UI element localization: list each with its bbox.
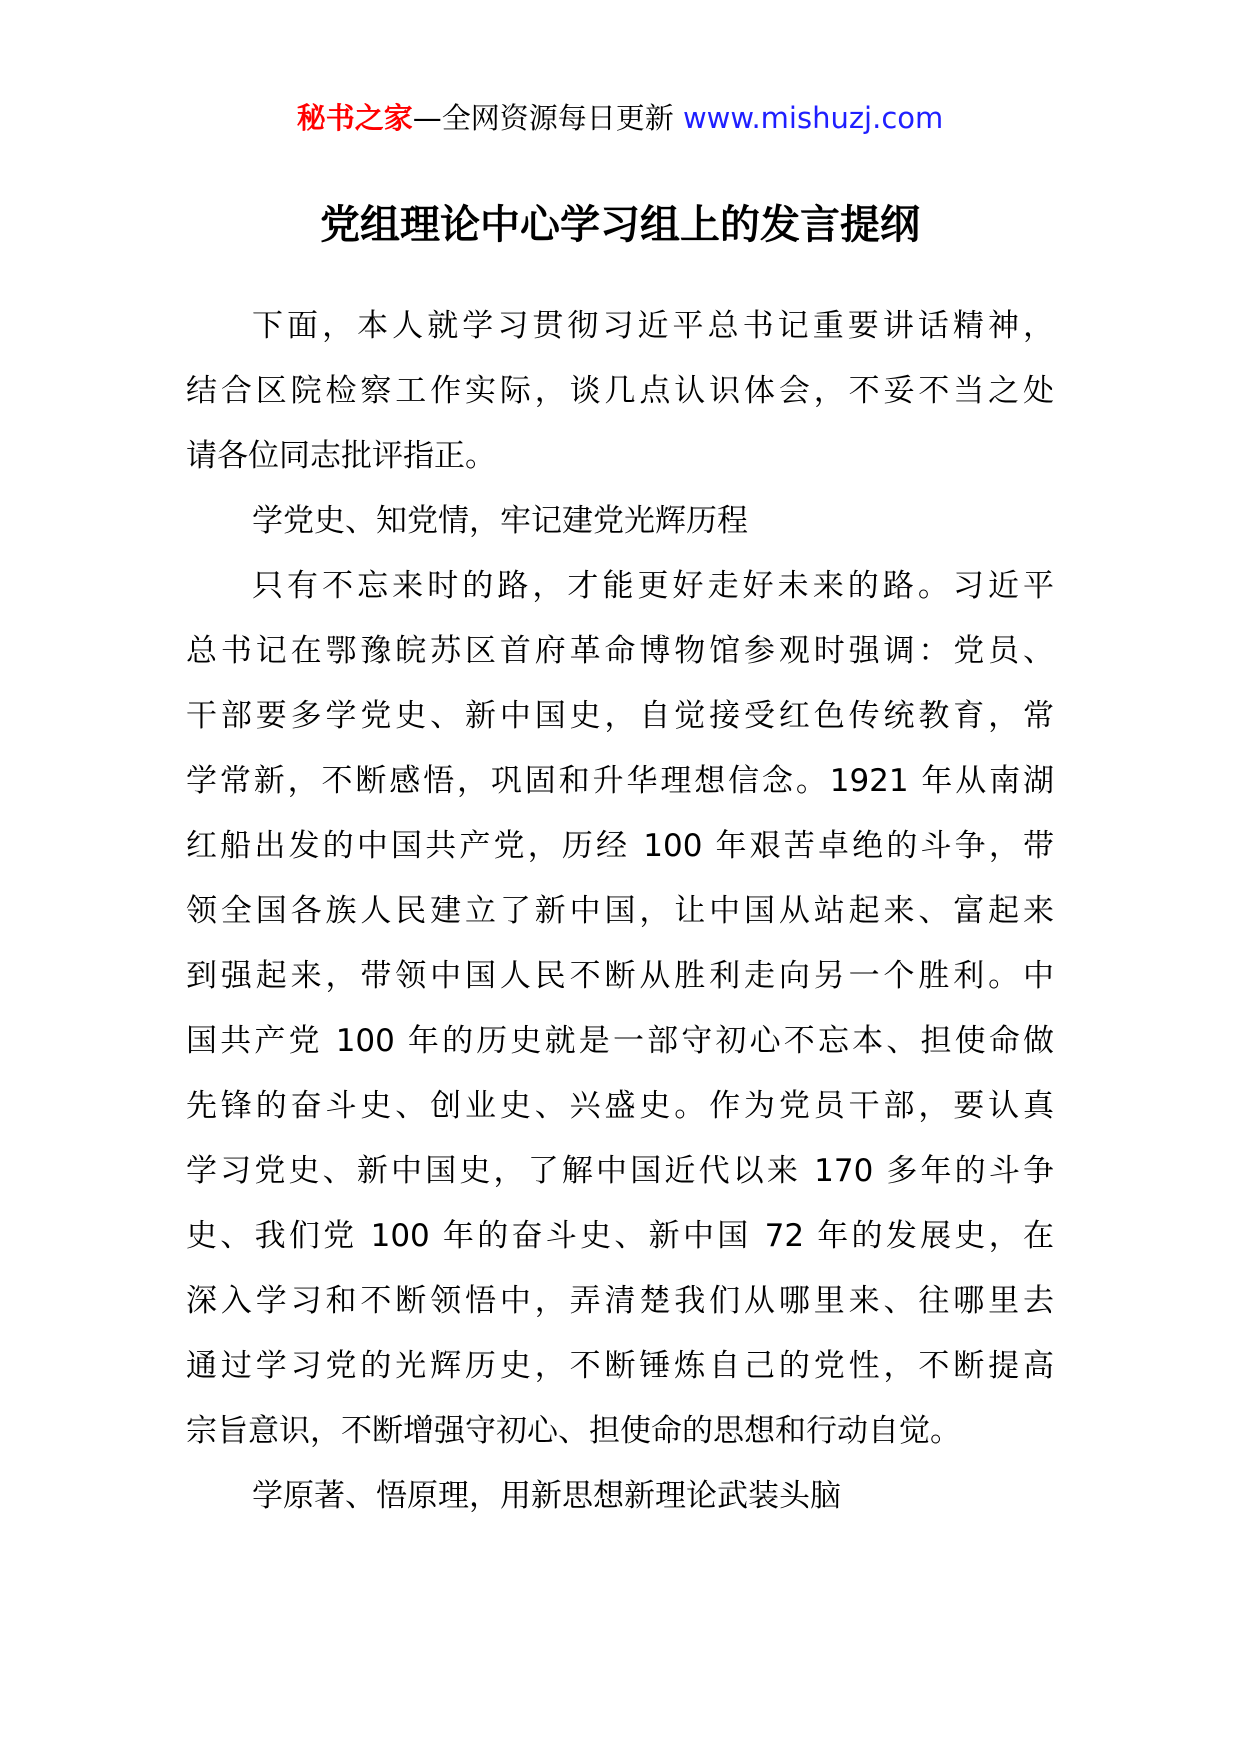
text-line: 领全国各族人民建立了新中国，让中国从站起来、富起来 [186,893,1054,929]
brand-name: 秘书之家 [296,101,413,135]
text-line: 通过学习党的光辉历史，不断锤炼自己的党性，不断提高 [186,1348,1054,1384]
site-url: www.mishuzj.com [682,101,944,135]
section-heading: 学党史、知党情，牢记建党光辉历程 [252,503,748,539]
text-line: 学习党史、新中国史，了解中国近代以来 170 多年的斗争 [186,1153,1054,1189]
text-line: 干部要多学党史、新中国史，自觉接受红色传统教育，常 [186,698,1054,734]
text-line: 总书记在鄂豫皖苏区首府革命博物馆参观时强调：党员、 [186,633,1054,669]
text-line: 深入学习和不断领悟中，弄清楚我们从哪里来、往哪里去 [186,1283,1054,1319]
text-line: 学常新，不断感悟，巩固和升华理想信念。1921 年从南湖 [186,763,1054,799]
text-line: 下面，本人就学习贯彻习近平总书记重要讲话精神， [252,308,1054,344]
text-line: 红船出发的中国共产党，历经 100 年艰苦卓绝的斗争，带 [186,828,1054,864]
text-line: 到强起来，带领中国人民不断从胜利走向另一个胜利。中 [186,958,1054,994]
text-line: 先锋的奋斗史、创业史、兴盛史。作为党员干部，要认真 [186,1088,1054,1124]
site-header [0,98,1240,138]
section-heading: 学原著、悟原理，用新思想新理论武装头脑 [252,1478,841,1514]
text-line: 史、我们党 100 年的奋斗史、新中国 72 年的发展史，在 [186,1218,1054,1254]
text-line: 国共产党 100 年的历史就是一部守初心不忘本、担使命做 [186,1023,1054,1059]
text-line: 请各位同志批评指正。 [186,438,496,474]
text-line: 宗旨意识，不断增强守初心、担使命的思想和行动自觉。 [186,1413,961,1449]
text-line: 只有不忘来时的路，才能更好走好未来的路。习近平 [252,568,1054,604]
document-title: 党组理论中心学习组上的发言提纲 [320,202,920,248]
document-body [186,294,1054,1529]
header-tagline: —全网资源每日更新 [412,101,683,135]
text-line: 结合区院检察工作实际，谈几点认识体会，不妥不当之处 [186,373,1054,409]
